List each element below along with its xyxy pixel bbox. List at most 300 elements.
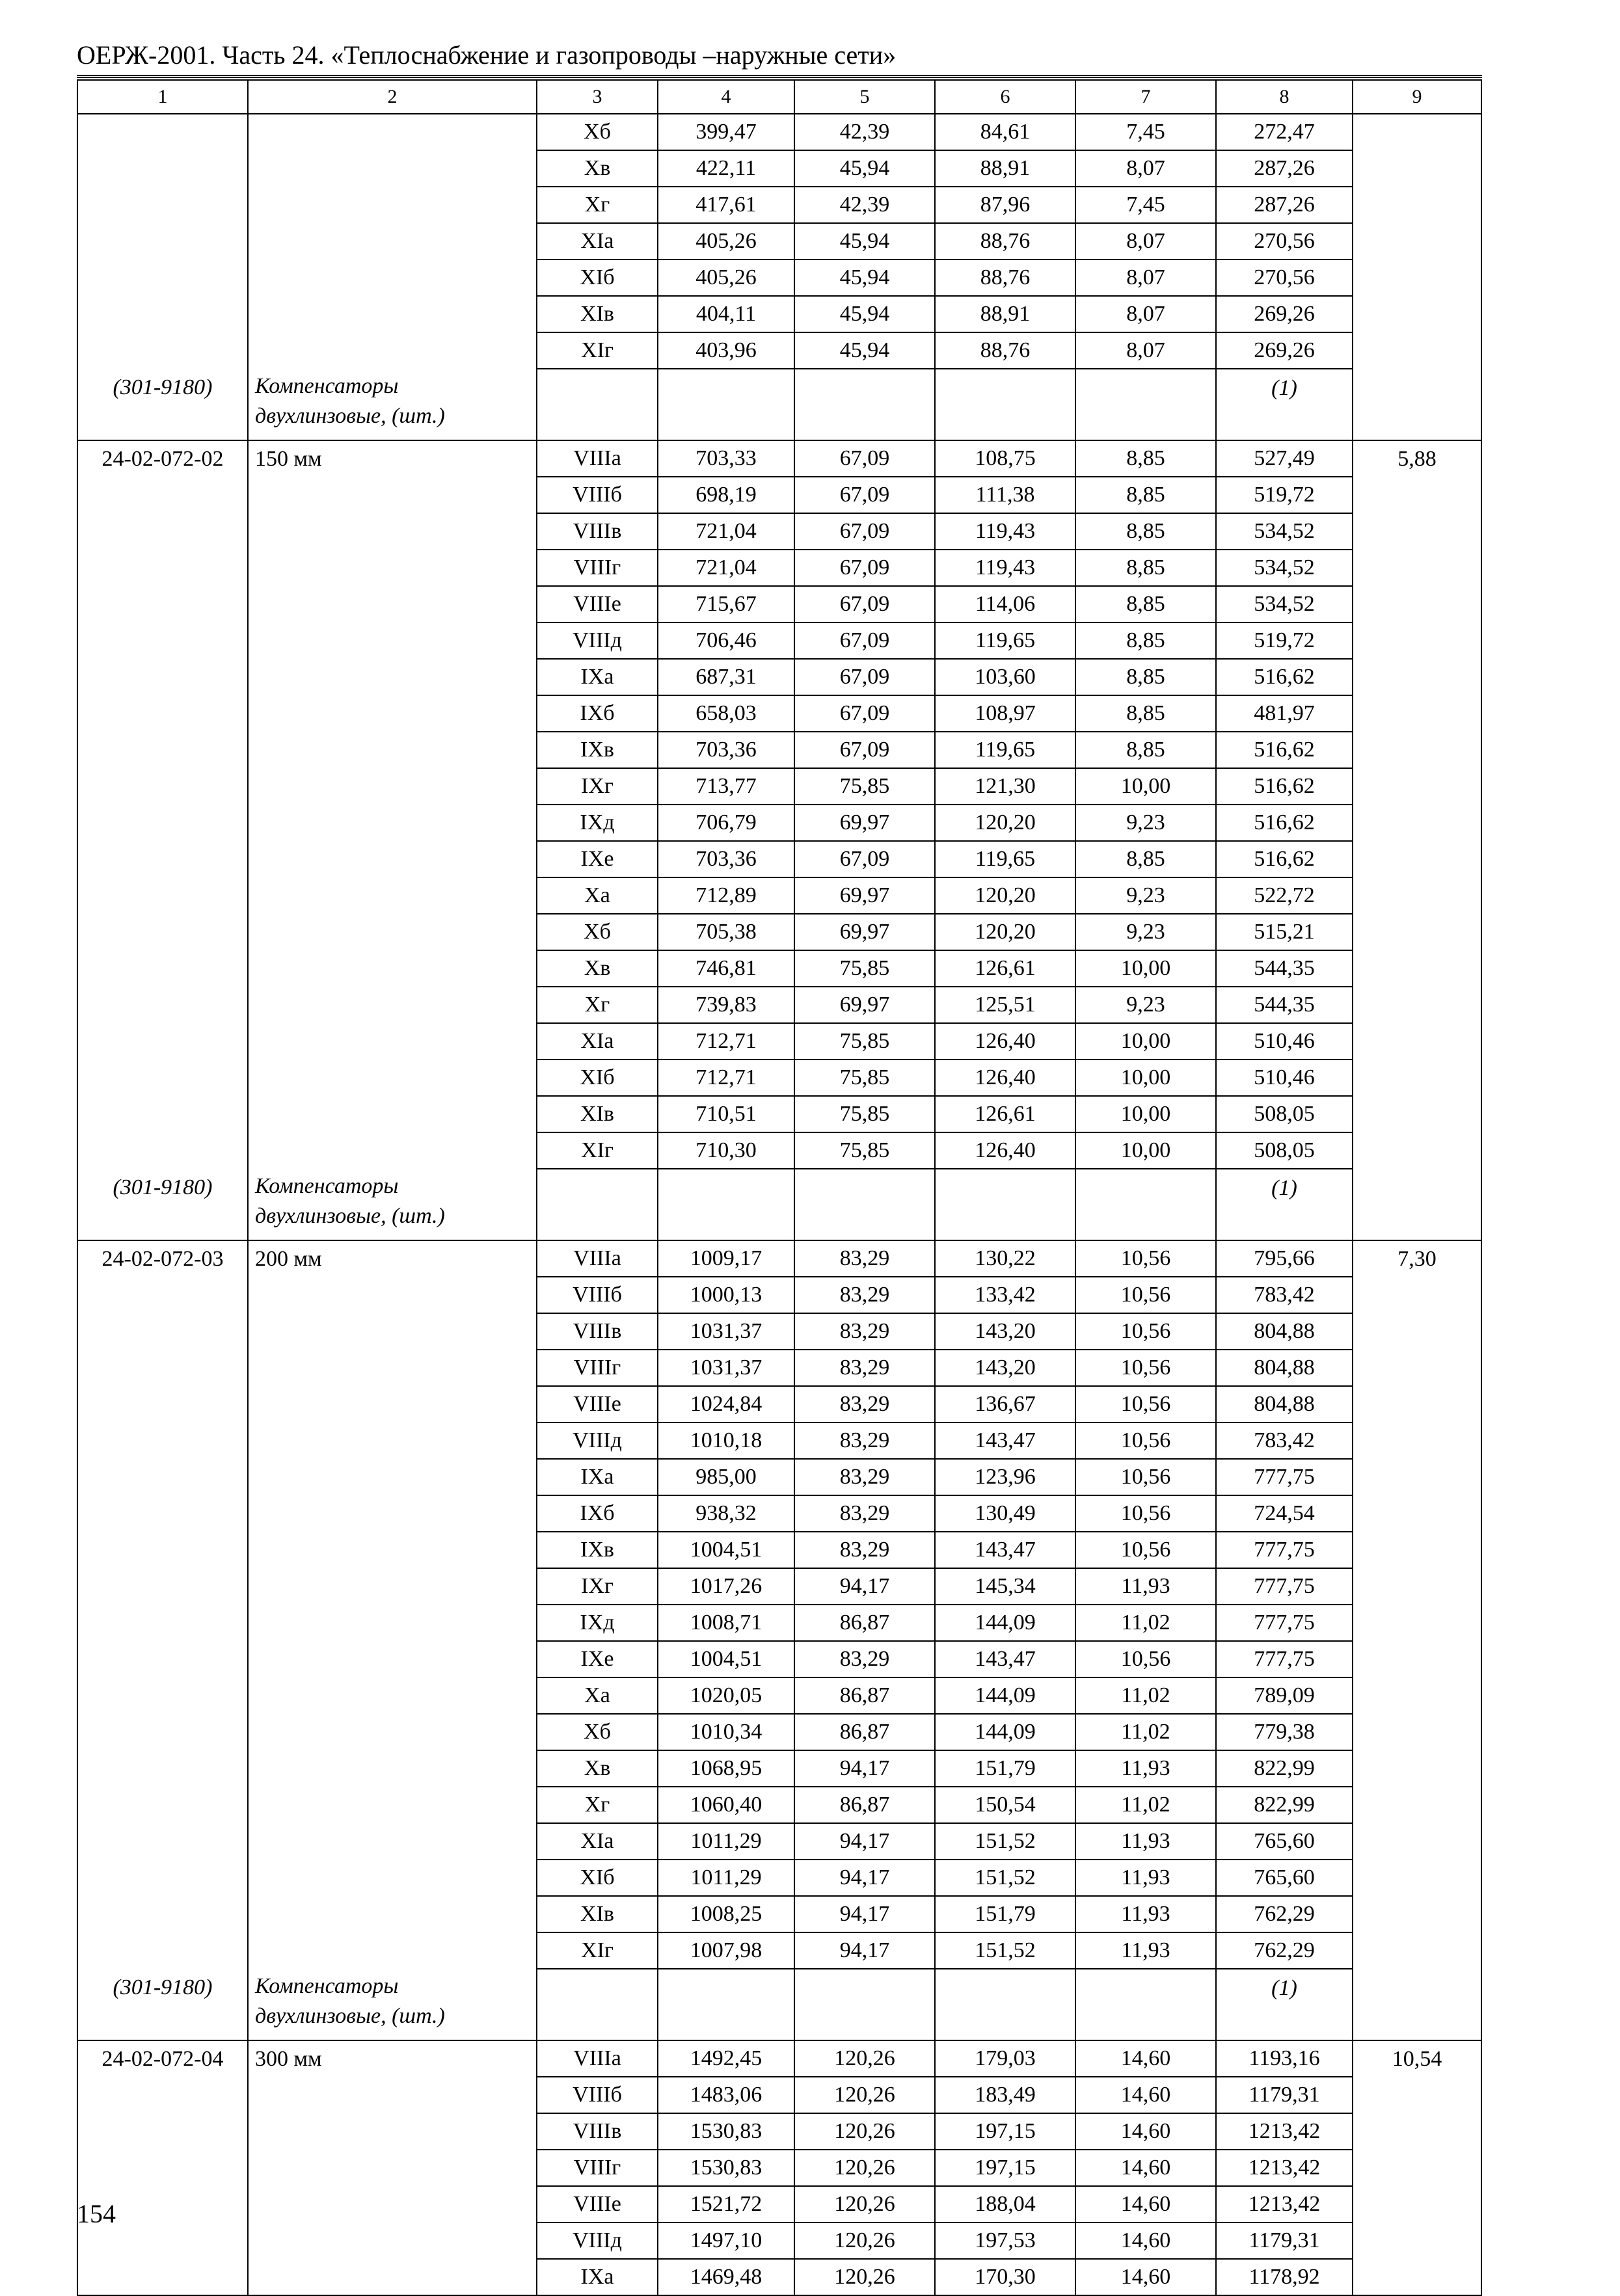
column-header: 9	[1353, 80, 1481, 114]
row-code-cell	[77, 1823, 248, 1860]
labor-cost-cell	[1353, 260, 1481, 296]
wages-cell: 120,26	[794, 2040, 935, 2077]
machinist-wages-cell: 14,60	[1075, 2150, 1216, 2186]
table-row	[77, 1641, 1481, 1677]
table-row	[77, 1532, 1481, 1568]
machinist-wages-cell: 8,85	[1075, 695, 1216, 732]
row-code-cell	[77, 1787, 248, 1823]
zone-cell: VIIIг	[537, 550, 658, 586]
table-row	[77, 877, 1481, 914]
wages-cell: 94,17	[794, 1932, 935, 1969]
zone-cell: IХб	[537, 1495, 658, 1532]
wages-cell: 67,09	[794, 513, 935, 550]
zone-cell: VIIIа	[537, 440, 658, 477]
machinist-wages-cell: 10,00	[1075, 1023, 1216, 1060]
table-row	[77, 260, 1481, 296]
row-code-cell	[77, 1060, 248, 1096]
row-description-cell	[248, 187, 537, 223]
zone-cell: Хв	[537, 150, 658, 187]
labor-cost-cell	[1353, 2223, 1481, 2259]
materials-cell: 762,29	[1216, 1896, 1353, 1932]
wages-cell: 67,09	[794, 659, 935, 695]
wages-cell: 75,85	[794, 950, 935, 987]
machines-cell: 126,40	[935, 1023, 1075, 1060]
machines-cell: 120,20	[935, 877, 1075, 914]
zone-cell: IХг	[537, 1568, 658, 1605]
wages-cell: 69,97	[794, 877, 935, 914]
materials-cell: 516,62	[1216, 732, 1353, 768]
zone-cell: Хб	[537, 1714, 658, 1750]
labor-cost-cell	[1353, 2259, 1481, 2295]
machinist-wages-cell: 9,23	[1075, 914, 1216, 950]
materials-cell: 516,62	[1216, 805, 1353, 841]
table-row	[77, 1787, 1481, 1823]
table-row	[77, 1422, 1481, 1459]
row-code-cell	[77, 1605, 248, 1641]
wages-cell: 94,17	[794, 1823, 935, 1860]
wages-cell: 45,94	[794, 223, 935, 260]
row-description-cell	[248, 1313, 537, 1350]
zone-cell: ХIв	[537, 1096, 658, 1132]
machinist-wages-cell: 10,00	[1075, 1096, 1216, 1132]
materials-cell: 1213,42	[1216, 2113, 1353, 2150]
materials-cell: 1178,92	[1216, 2259, 1353, 2295]
row-code-cell	[77, 877, 248, 914]
labor-cost-cell	[1353, 1386, 1481, 1422]
labor-cost-cell: 10,54	[1353, 2040, 1481, 2077]
row-code-cell	[77, 622, 248, 659]
row-description-cell	[248, 987, 537, 1023]
total-cost-cell: 1060,40	[658, 1787, 794, 1823]
machines-cell: 123,96	[935, 1459, 1075, 1495]
labor-cost-cell	[1353, 1860, 1481, 1896]
resource-quantity-cell: (1)	[1216, 1169, 1353, 1240]
total-cost-cell: 399,47	[658, 114, 794, 150]
machinist-wages-cell: 8,07	[1075, 332, 1216, 369]
labor-cost-cell	[1353, 659, 1481, 695]
row-code-cell	[77, 260, 248, 296]
resource-description-cell: Компенсаторы двухлинзовые, (шт.)	[248, 1169, 537, 1240]
materials-cell: 510,46	[1216, 1023, 1353, 1060]
row-description-cell	[248, 1422, 537, 1459]
row-code-cell	[77, 2077, 248, 2113]
machines-cell: 151,79	[935, 1750, 1075, 1787]
total-cost-cell: 1008,71	[658, 1605, 794, 1641]
row-description-cell: 150 мм	[248, 440, 537, 477]
materials-cell: 519,72	[1216, 477, 1353, 513]
row-description-cell	[248, 513, 537, 550]
empty-cell	[658, 369, 794, 440]
table-row	[77, 2113, 1481, 2150]
materials-cell: 765,60	[1216, 1860, 1353, 1896]
row-description-cell	[248, 1350, 537, 1386]
total-cost-cell: 705,38	[658, 914, 794, 950]
materials-cell: 534,52	[1216, 513, 1353, 550]
machinist-wages-cell: 11,02	[1075, 1787, 1216, 1823]
zone-cell: ХIб	[537, 260, 658, 296]
row-description-cell	[248, 914, 537, 950]
labor-cost-cell	[1353, 1568, 1481, 1605]
total-cost-cell: 658,03	[658, 695, 794, 732]
total-cost-cell: 417,61	[658, 187, 794, 223]
column-header: 5	[794, 80, 935, 114]
zone-cell: ХIв	[537, 1896, 658, 1932]
empty-cell	[794, 1169, 935, 1240]
machines-cell: 119,43	[935, 513, 1075, 550]
table-row	[77, 1605, 1481, 1641]
machinist-wages-cell: 14,60	[1075, 2223, 1216, 2259]
zone-cell: IХв	[537, 732, 658, 768]
empty-cell	[1353, 1969, 1481, 2040]
row-description-cell	[248, 841, 537, 877]
total-cost-cell: 1020,05	[658, 1677, 794, 1714]
table-row	[77, 2077, 1481, 2113]
total-cost-cell: 698,19	[658, 477, 794, 513]
total-cost-cell: 1011,29	[658, 1823, 794, 1860]
zone-cell: IХд	[537, 1605, 658, 1641]
wages-cell: 75,85	[794, 1096, 935, 1132]
machines-cell: 119,65	[935, 622, 1075, 659]
total-cost-cell: 1497,10	[658, 2223, 794, 2259]
zone-cell: VIIIа	[537, 1240, 658, 1277]
materials-cell: 519,72	[1216, 622, 1353, 659]
table-row	[77, 987, 1481, 1023]
resource-code-cell: (301-9180)	[77, 1969, 248, 2040]
total-cost-cell: 1530,83	[658, 2150, 794, 2186]
wages-cell: 67,09	[794, 477, 935, 513]
table-row	[77, 2186, 1481, 2223]
zone-cell: IХб	[537, 695, 658, 732]
zone-cell: Хв	[537, 950, 658, 987]
wages-cell: 94,17	[794, 1568, 935, 1605]
total-cost-cell: 1031,37	[658, 1350, 794, 1386]
machinist-wages-cell: 7,45	[1075, 114, 1216, 150]
row-description-cell	[248, 1495, 537, 1532]
total-cost-cell: 1004,51	[658, 1532, 794, 1568]
machinist-wages-cell: 8,85	[1075, 477, 1216, 513]
table-row	[77, 1495, 1481, 1532]
row-code-cell	[77, 1714, 248, 1750]
machines-cell: 119,65	[935, 841, 1075, 877]
empty-cell	[794, 1969, 935, 2040]
machinist-wages-cell: 10,00	[1075, 768, 1216, 805]
table-row	[77, 2150, 1481, 2186]
materials-cell: 804,88	[1216, 1386, 1353, 1422]
row-code-cell	[77, 1750, 248, 1787]
machinist-wages-cell: 8,07	[1075, 296, 1216, 332]
total-cost-cell: 1024,84	[658, 1386, 794, 1422]
wages-cell: 120,26	[794, 2186, 935, 2223]
column-header: 3	[537, 80, 658, 114]
row-description-cell	[248, 1823, 537, 1860]
zone-cell: ХIа	[537, 1823, 658, 1860]
row-description-cell	[248, 2186, 537, 2223]
machines-cell: 170,30	[935, 2259, 1075, 2295]
wages-cell: 83,29	[794, 1641, 935, 1677]
row-description-cell	[248, 1787, 537, 1823]
machines-cell: 126,61	[935, 950, 1075, 987]
row-code-cell	[77, 1860, 248, 1896]
machinist-wages-cell: 10,56	[1075, 1641, 1216, 1677]
machines-cell: 108,97	[935, 695, 1075, 732]
row-description-cell	[248, 2077, 537, 2113]
labor-cost-cell	[1353, 114, 1481, 150]
total-cost-cell: 715,67	[658, 586, 794, 622]
labor-cost-cell	[1353, 877, 1481, 914]
page-header: ОЕРЖ-2001. Часть 24. «Теплоснабжение и газопроводы –наружные сети»	[77, 36, 1482, 78]
materials-cell: 777,75	[1216, 1605, 1353, 1641]
machines-cell: 88,76	[935, 223, 1075, 260]
row-code-cell	[77, 659, 248, 695]
materials-cell: 1213,42	[1216, 2150, 1353, 2186]
machines-cell: 197,15	[935, 2150, 1075, 2186]
table-row	[77, 1714, 1481, 1750]
table-row	[77, 150, 1481, 187]
row-description-cell	[248, 805, 537, 841]
total-cost-cell: 1530,83	[658, 2113, 794, 2150]
table-row	[77, 1932, 1481, 1969]
total-cost-cell: 938,32	[658, 1495, 794, 1532]
empty-cell	[1353, 1169, 1481, 1240]
row-description-cell	[248, 296, 537, 332]
row-description-cell	[248, 1750, 537, 1787]
total-cost-cell: 404,11	[658, 296, 794, 332]
compensator-row	[77, 369, 1481, 440]
labor-cost-cell	[1353, 187, 1481, 223]
zone-cell: VIIIг	[537, 2150, 658, 2186]
total-cost-cell: 1009,17	[658, 1240, 794, 1277]
table-row	[77, 187, 1481, 223]
wages-cell: 83,29	[794, 1495, 935, 1532]
empty-cell	[1075, 369, 1216, 440]
table-row	[77, 841, 1481, 877]
zone-cell: ХIг	[537, 1932, 658, 1969]
zone-cell: VIIIв	[537, 2113, 658, 2150]
labor-cost-cell	[1353, 332, 1481, 369]
total-cost-cell: 712,89	[658, 877, 794, 914]
total-cost-cell: 706,46	[658, 622, 794, 659]
machines-cell: 143,20	[935, 1350, 1075, 1386]
row-code-cell	[77, 1532, 248, 1568]
wages-cell: 83,29	[794, 1386, 935, 1422]
materials-cell: 1193,16	[1216, 2040, 1353, 2077]
wages-cell: 120,26	[794, 2259, 935, 2295]
row-description-cell	[248, 1896, 537, 1932]
row-code-cell	[77, 1641, 248, 1677]
zone-cell: VIIIв	[537, 1313, 658, 1350]
machines-cell: 130,49	[935, 1495, 1075, 1532]
total-cost-cell: 712,71	[658, 1023, 794, 1060]
total-cost-cell: 1011,29	[658, 1860, 794, 1896]
row-description-cell	[248, 1605, 537, 1641]
labor-cost-cell	[1353, 1750, 1481, 1787]
labor-cost-cell	[1353, 2077, 1481, 2113]
column-header: 6	[935, 80, 1075, 114]
row-code-cell	[77, 1459, 248, 1495]
labor-cost-cell	[1353, 1641, 1481, 1677]
row-description-cell	[248, 1132, 537, 1169]
table-row	[77, 732, 1481, 768]
machines-cell: 119,65	[935, 732, 1075, 768]
row-code-cell	[77, 841, 248, 877]
machines-cell: 150,54	[935, 1787, 1075, 1823]
machines-cell: 133,42	[935, 1277, 1075, 1313]
wages-cell: 45,94	[794, 150, 935, 187]
labor-cost-cell	[1353, 1313, 1481, 1350]
total-cost-cell: 1492,45	[658, 2040, 794, 2077]
wages-cell: 67,09	[794, 440, 935, 477]
machines-cell: 120,20	[935, 914, 1075, 950]
table-row	[77, 950, 1481, 987]
wages-cell: 42,39	[794, 114, 935, 150]
row-description-cell	[248, 2150, 537, 2186]
machines-cell: 111,38	[935, 477, 1075, 513]
table-row	[77, 695, 1481, 732]
labor-cost-cell	[1353, 1932, 1481, 1969]
column-header: 7	[1075, 80, 1216, 114]
table-row	[77, 296, 1481, 332]
table-row	[77, 1896, 1481, 1932]
wages-cell: 69,97	[794, 914, 935, 950]
materials-cell: 777,75	[1216, 1568, 1353, 1605]
materials-cell: 795,66	[1216, 1240, 1353, 1277]
row-description-cell	[248, 260, 537, 296]
materials-cell: 777,75	[1216, 1459, 1353, 1495]
table-body	[77, 114, 1481, 2295]
materials-cell: 822,99	[1216, 1750, 1353, 1787]
machines-cell: 144,09	[935, 1714, 1075, 1750]
column-header: 4	[658, 80, 794, 114]
resource-code-cell: (301-9180)	[77, 1169, 248, 1240]
materials-cell: 1179,31	[1216, 2223, 1353, 2259]
wages-cell: 86,87	[794, 1714, 935, 1750]
machinist-wages-cell: 14,60	[1075, 2259, 1216, 2295]
machines-cell: 88,76	[935, 260, 1075, 296]
row-description-cell	[248, 114, 537, 150]
machinist-wages-cell: 8,85	[1075, 513, 1216, 550]
materials-cell: 527,49	[1216, 440, 1353, 477]
total-cost-cell: 422,11	[658, 150, 794, 187]
zone-cell: VIIIг	[537, 1350, 658, 1386]
labor-cost-cell	[1353, 150, 1481, 187]
machines-cell: 125,51	[935, 987, 1075, 1023]
machines-cell: 151,52	[935, 1860, 1075, 1896]
table-row	[77, 477, 1481, 513]
wages-cell: 120,26	[794, 2150, 935, 2186]
wages-cell: 75,85	[794, 1023, 935, 1060]
materials-cell: 534,52	[1216, 586, 1353, 622]
empty-cell	[537, 1969, 658, 2040]
wages-cell: 120,26	[794, 2077, 935, 2113]
empty-cell	[658, 1169, 794, 1240]
total-cost-cell: 706,79	[658, 805, 794, 841]
materials-cell: 508,05	[1216, 1132, 1353, 1169]
labor-cost-cell	[1353, 1787, 1481, 1823]
materials-cell: 534,52	[1216, 550, 1353, 586]
machinist-wages-cell: 10,00	[1075, 1132, 1216, 1169]
row-code-cell: 24-02-072-04	[77, 2040, 248, 2077]
row-description-cell	[248, 2259, 537, 2295]
machinist-wages-cell: 8,85	[1075, 732, 1216, 768]
row-description-cell	[248, 877, 537, 914]
machinist-wages-cell: 14,60	[1075, 2186, 1216, 2223]
materials-cell: 822,99	[1216, 1787, 1353, 1823]
machines-cell: 88,91	[935, 150, 1075, 187]
price-table	[77, 79, 1482, 2296]
machinist-wages-cell: 7,45	[1075, 187, 1216, 223]
zone-cell: Хг	[537, 987, 658, 1023]
row-description-cell	[248, 1860, 537, 1896]
table-row	[77, 114, 1481, 150]
wages-cell: 45,94	[794, 296, 935, 332]
materials-cell: 515,21	[1216, 914, 1353, 950]
zone-cell: Хб	[537, 114, 658, 150]
labor-cost-cell	[1353, 950, 1481, 987]
machinist-wages-cell: 10,56	[1075, 1422, 1216, 1459]
row-code-cell	[77, 187, 248, 223]
table-row	[77, 1750, 1481, 1787]
table-row	[77, 1350, 1481, 1386]
zone-cell: ХIг	[537, 332, 658, 369]
row-code-cell	[77, 2259, 248, 2295]
total-cost-cell: 713,77	[658, 768, 794, 805]
row-code-cell	[77, 1568, 248, 1605]
machines-cell: 197,53	[935, 2223, 1075, 2259]
machines-cell: 151,79	[935, 1896, 1075, 1932]
total-cost-cell: 703,33	[658, 440, 794, 477]
labor-cost-cell	[1353, 1714, 1481, 1750]
row-code-cell	[77, 1277, 248, 1313]
row-description-cell	[248, 150, 537, 187]
materials-cell: 516,62	[1216, 841, 1353, 877]
row-code-cell	[77, 1896, 248, 1932]
wages-cell: 75,85	[794, 1060, 935, 1096]
machines-cell: 136,67	[935, 1386, 1075, 1422]
row-description-cell	[248, 550, 537, 586]
machinist-wages-cell: 10,56	[1075, 1495, 1216, 1532]
labor-cost-cell	[1353, 1060, 1481, 1096]
table-row	[77, 440, 1481, 477]
empty-cell	[537, 1169, 658, 1240]
machinist-wages-cell: 14,60	[1075, 2077, 1216, 2113]
table-row	[77, 1386, 1481, 1422]
labor-cost-cell	[1353, 513, 1481, 550]
labor-cost-cell	[1353, 1823, 1481, 1860]
machinist-wages-cell: 14,60	[1075, 2113, 1216, 2150]
page-number: 154	[77, 2199, 116, 2228]
machinist-wages-cell: 11,93	[1075, 1568, 1216, 1605]
row-code-cell	[77, 477, 248, 513]
table-row	[77, 1240, 1481, 1277]
machinist-wages-cell: 11,93	[1075, 1823, 1216, 1860]
zone-cell: IХв	[537, 1532, 658, 1568]
wages-cell: 67,09	[794, 732, 935, 768]
zone-cell: Хв	[537, 1750, 658, 1787]
machines-cell: 145,34	[935, 1568, 1075, 1605]
machines-cell: 126,40	[935, 1060, 1075, 1096]
wages-cell: 67,09	[794, 622, 935, 659]
row-description-cell	[248, 2223, 537, 2259]
zone-cell: VIIIб	[537, 477, 658, 513]
labor-cost-cell	[1353, 586, 1481, 622]
total-cost-cell: 1521,72	[658, 2186, 794, 2223]
table-row	[77, 1677, 1481, 1714]
row-description-cell	[248, 768, 537, 805]
machinist-wages-cell: 8,85	[1075, 440, 1216, 477]
table-row	[77, 622, 1481, 659]
labor-cost-cell	[1353, 768, 1481, 805]
row-code-cell	[77, 1932, 248, 1969]
